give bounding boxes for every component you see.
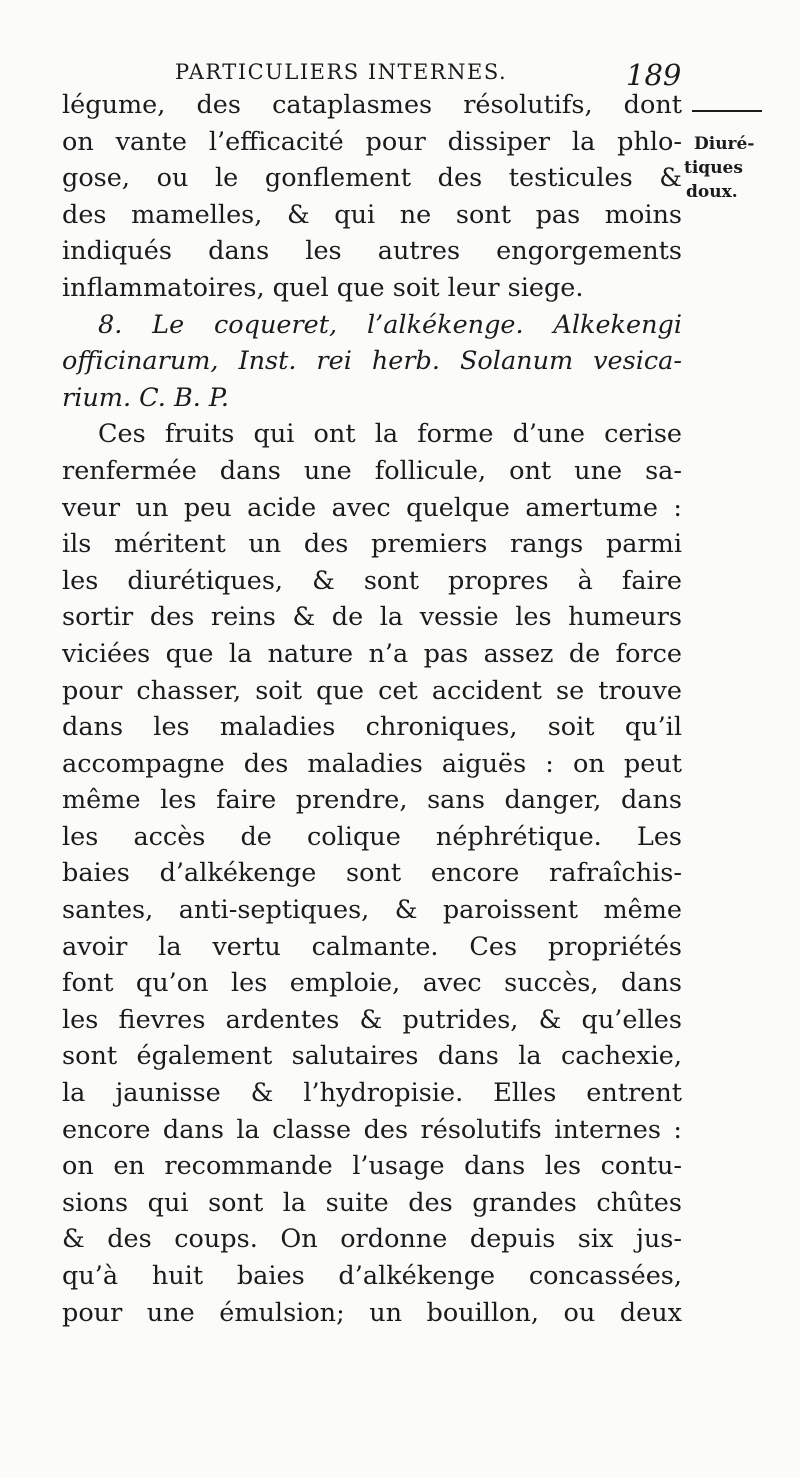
text-line: viciées que la nature n’a pas assez de force — [62, 638, 682, 669]
margin-note-line: Diuré- — [694, 134, 755, 154]
text-line: sont également salutaires dans la cachexie, — [62, 1041, 682, 1072]
entry-heading-line: 8. Le coqueret, l’alkékenge. Alkekengi — [98, 309, 682, 340]
entry-heading-line: officinarum, Inst. rei herb. Solanum vesica- — [62, 346, 682, 377]
text-line: qu’à huit baies d’alkékenge concassées, — [62, 1261, 682, 1291]
margin-rule — [692, 110, 762, 112]
running-head: PARTICULIERS INTERNES. — [175, 60, 508, 84]
entry-heading-line: rium. C. B. P. — [62, 382, 230, 413]
text-line: veur un peu acide avec quelque amertume : — [62, 492, 682, 523]
text-line: la jaunisse & l’hydropisie. Elles entrent — [62, 1078, 682, 1109]
text-line: on en recommande l’usage dans les contu- — [62, 1151, 682, 1182]
text-line: ils méritent un des premiers rangs parmi — [62, 529, 682, 560]
text-line: les diurétiques, & sont propres à faire — [62, 565, 682, 596]
text-line: baies d’alkékenge sont encore rafraîchis- — [62, 858, 682, 889]
text-line: pour chasser, soit que cet accident se trouve — [62, 675, 682, 706]
text-line: encore dans la classe des résolutifs internes : — [62, 1114, 682, 1145]
text-line: avoir la vertu calmante. Ces propriétés — [62, 931, 682, 962]
text-line: pour une émulsion; un bouillon, ou deux — [62, 1297, 682, 1328]
margin-note — [682, 132, 792, 204]
margin-note-line: tiques — [684, 158, 743, 178]
body-text — [62, 87, 682, 1331]
text-line: accompagne des maladies aiguës : on peut — [62, 748, 682, 779]
text-line: dans les maladies chroniques, soit qu’il — [62, 712, 682, 743]
text-line: indiqués dans les autres engorgements — [62, 236, 682, 267]
margin-note-line: doux. — [686, 182, 738, 202]
text-line: les fievres ardentes & putrides, & qu’elles — [62, 1004, 682, 1035]
text-line: même les faire prendre, sans danger, dans — [62, 785, 682, 816]
text-line: renfermée dans une follicule, ont une sa- — [62, 455, 682, 486]
text-line: font qu’on les emploie, avec succès, dans — [62, 968, 682, 999]
text-line: sions qui sont la suite des grandes chûtes — [62, 1187, 682, 1218]
text-line: santes, anti-septiques, & paroissent même — [62, 895, 682, 926]
page-number: 189 — [626, 58, 682, 92]
text-line: des mamelles, & qui ne sont pas moins — [62, 199, 682, 230]
text-line: sortir des reins & de la vessie les humeurs — [62, 602, 682, 633]
text-line: & des coups. On ordonne depuis six jus- — [62, 1224, 682, 1255]
text-line: légume, des cataplasmes résolutifs, dont — [62, 90, 682, 120]
text-line: on vante l’efficacité pour dissiper la phlo- — [62, 126, 682, 157]
text-line: les accès de colique néphrétique. Les — [62, 821, 682, 852]
text-line: inflammatoires, quel que soit leur siege. — [62, 272, 584, 303]
text-line: gose, ou le gonflement des testicules & — [62, 163, 682, 194]
text-line: Ces fruits qui ont la forme d’une cerise — [98, 419, 682, 450]
